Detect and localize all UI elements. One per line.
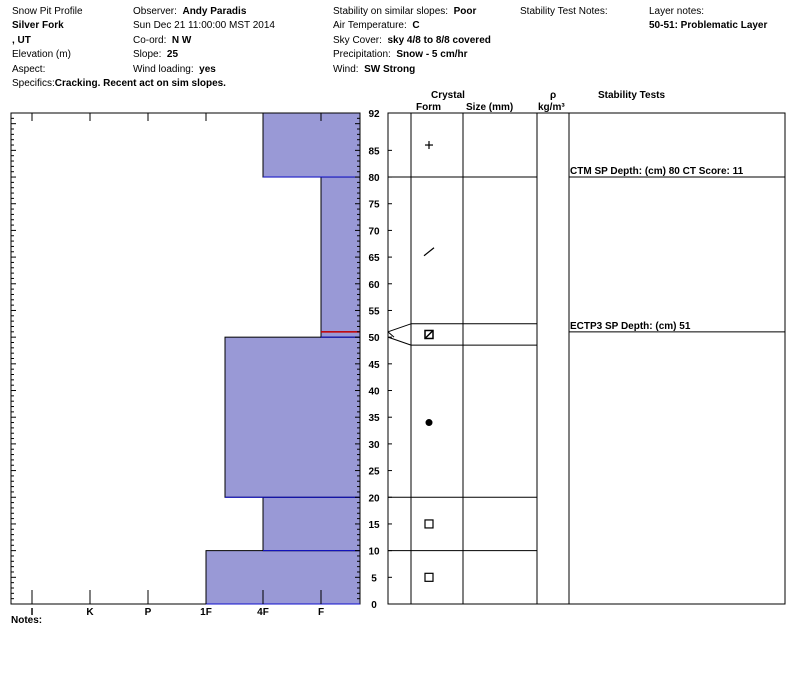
location-state: , UT xyxy=(12,35,31,46)
air-temp-label: Air Temperature: xyxy=(333,20,407,31)
wind-label: Wind: xyxy=(333,64,359,75)
layer-table-frame xyxy=(388,113,785,604)
hardness-label-I: I xyxy=(30,607,34,618)
precip-label: Precipitation: xyxy=(333,49,391,60)
height-label-60: 60 xyxy=(368,279,380,291)
height-label-70: 70 xyxy=(368,226,380,238)
hardness-label-4F: 4F xyxy=(257,607,269,618)
layer-bar-3 xyxy=(321,332,360,337)
layer-bar-0 xyxy=(206,551,360,604)
slope-label: Slope: xyxy=(133,49,162,60)
aspect-label: Aspect: xyxy=(12,64,46,75)
height-label-30: 30 xyxy=(368,439,380,451)
sky-value: sky 4/8 to 8/8 covered xyxy=(387,35,491,46)
layer-notes-label: Layer notes: xyxy=(649,6,705,17)
height-label-25: 25 xyxy=(368,466,380,478)
height-label-80: 80 xyxy=(368,173,380,185)
height-label-55: 55 xyxy=(368,306,380,318)
form-symbol-square-0 xyxy=(425,573,433,581)
hardness-label-1F: 1F xyxy=(200,607,212,618)
precip-value: Snow - 5 cm/hr xyxy=(396,49,468,60)
height-label-35: 35 xyxy=(368,413,380,425)
observer-label: Observer: xyxy=(133,6,177,17)
stability-value: Poor xyxy=(453,6,477,17)
stability-tests-header: Stability Tests xyxy=(598,90,666,101)
height-label-40: 40 xyxy=(368,386,380,398)
size-header: Size (mm) xyxy=(466,102,514,113)
form-symbol-square-1 xyxy=(425,520,433,528)
coord-value: N W xyxy=(171,35,192,46)
hardness-label-K: K xyxy=(86,607,94,618)
layer-notes-value: 50-51: Problematic Layer xyxy=(649,20,768,31)
elevation-label: Elevation (m) xyxy=(12,49,71,60)
sky-label: Sky Cover: xyxy=(333,35,382,46)
density-unit-header: kg/m³ xyxy=(538,102,565,113)
form-symbol-slash-4 xyxy=(424,248,434,256)
stability-test-label-0: CTM SP Depth: (cm) 80 CT Score: 11 xyxy=(570,166,744,178)
connector-line-lower-weak xyxy=(388,337,411,345)
stability-test-label-1: ECTP3 SP Depth: (cm) 51 xyxy=(570,320,691,332)
height-label-50: 50 xyxy=(368,333,380,345)
layer-bar-1 xyxy=(263,497,360,550)
height-label-92: 92 xyxy=(368,109,380,120)
height-label-5: 5 xyxy=(371,573,377,585)
profile-title: Snow Pit Profile xyxy=(12,6,83,17)
height-label-75: 75 xyxy=(368,199,380,211)
layer-bar-5 xyxy=(263,113,360,177)
stability-notes-label: Stability Test Notes: xyxy=(520,6,608,17)
height-label-0: 0 xyxy=(371,600,377,611)
hardness-label-F: F xyxy=(317,607,325,618)
location-name: Silver Fork xyxy=(12,20,64,31)
form-header: Form xyxy=(416,102,441,113)
height-label-20: 20 xyxy=(368,493,380,505)
height-label-85: 85 xyxy=(368,146,380,158)
layer-bar-2 xyxy=(225,337,360,497)
coord-label: Co-ord: xyxy=(133,35,167,46)
form-symbol-dot-2 xyxy=(426,419,433,426)
rho-header: ρ xyxy=(550,90,557,101)
height-label-65: 65 xyxy=(368,253,380,265)
layer-bar-4 xyxy=(321,177,360,332)
height-label-10: 10 xyxy=(368,546,380,558)
slope-value: 25 xyxy=(166,49,179,60)
specifics-value: Cracking. Recent act on sim slopes. xyxy=(54,78,226,89)
stability-label: Stability on similar slopes: xyxy=(333,6,449,17)
height-label-45: 45 xyxy=(368,359,380,371)
height-label-15: 15 xyxy=(368,519,380,531)
connector-line-join xyxy=(388,332,394,337)
notes-label: Notes: xyxy=(11,615,43,626)
datetime: Sun Dec 21 11:00:00 MST 2014 xyxy=(133,20,275,31)
connector-line-upper-weak xyxy=(388,324,411,332)
form-symbol-square-slash-line-3 xyxy=(425,330,433,338)
wind-loading-label: Wind loading: xyxy=(133,64,194,75)
hardness-label-P: P xyxy=(144,607,152,618)
crystal-header: Crystal xyxy=(431,90,465,101)
wind-loading-value: yes xyxy=(199,64,216,75)
air-temp-value: C xyxy=(412,20,420,31)
specifics-label: Specifics: xyxy=(12,78,55,89)
observer-value: Andy Paradis xyxy=(182,6,247,17)
wind-value: SW Strong xyxy=(364,64,416,75)
